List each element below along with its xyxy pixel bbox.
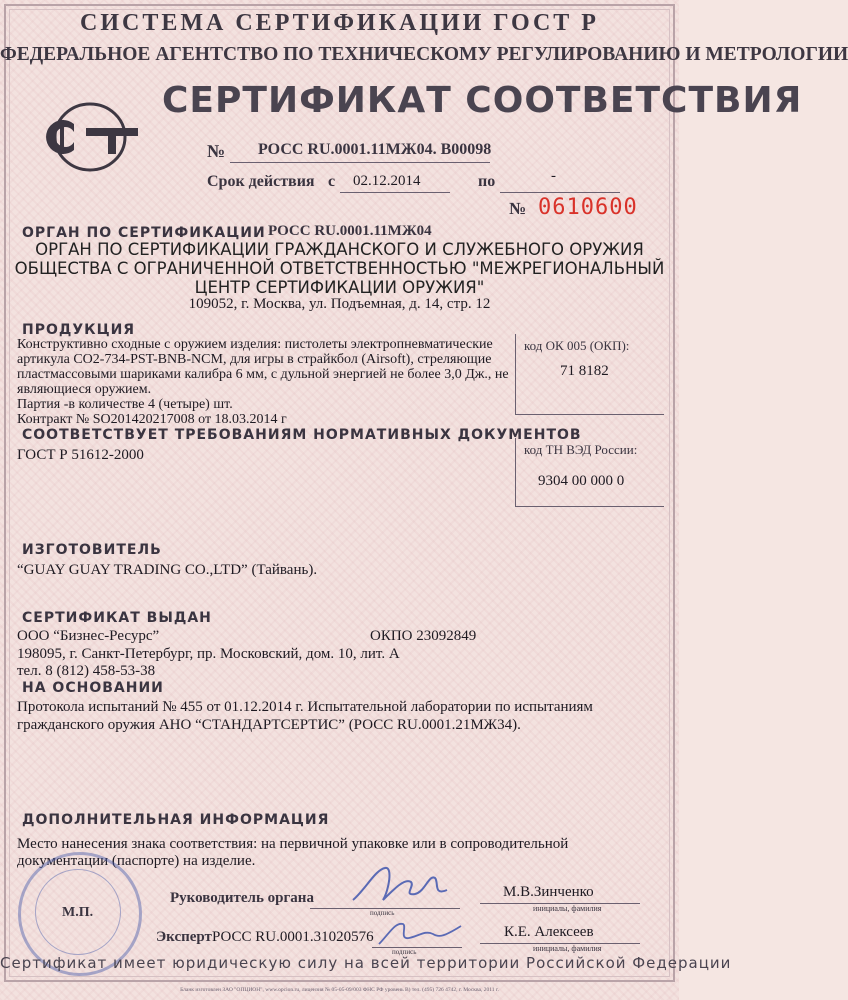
- basis-line-1: Протокола испытаний № 455 от 01.12.2014 г. Испытательной лаборатории по испытаниям: [17, 699, 593, 715]
- cert-body-name-line: ОРГАН ПО СЕРТИФИКАЦИИ ГРАЖДАНСКОГО И СЛУЖЕБНОГО ОРУЖИЯ: [35, 240, 644, 259]
- validity-to-date: -: [551, 168, 556, 184]
- from-date-line: [340, 192, 450, 193]
- expert-code: РОСС RU.0001.31020576: [212, 929, 374, 945]
- tnved-label: код ТН ВЭД России:: [524, 442, 638, 457]
- validity-footer: Сертификат имеет юридическую силу на всей территории Российской Федерации: [0, 954, 732, 972]
- number-sign: №: [207, 141, 226, 161]
- certificate-number: РОСС RU.0001.11МЖ04. В00098: [258, 141, 492, 158]
- certificate-title: СЕРТИФИКАТ СООТВЕТСТВИЯ: [162, 80, 803, 121]
- cert-body-name: [0, 240, 679, 297]
- basis-heading: НА ОСНОВАНИИ: [22, 680, 164, 696]
- issued-to-company: ООО “Бизнес-Ресурс”: [17, 628, 160, 644]
- issued-to-address: 198095, г. Санкт-Петербург, пр. Московский, дом. 10, лит. А: [17, 646, 400, 662]
- product-line: пластмассовыми шариками калибра 6 мм, с дульной энергией не более 3,0 Дж., не: [17, 367, 509, 382]
- cert-body-name-line: ЦЕНТР СЕРТИФИКАЦИИ ОРУЖИЯ": [194, 278, 485, 297]
- expert-signature: [375, 914, 465, 950]
- issued-to-heading: СЕРТИФИКАТ ВЫДАН: [22, 610, 212, 626]
- okp-value: 71 8182: [560, 363, 609, 379]
- validity-from-date: 02.12.2014: [353, 173, 421, 189]
- head-name: М.В.Зинченко: [503, 884, 594, 900]
- stamp-place-label: М.П.: [62, 905, 94, 920]
- validity-from-label: с: [328, 173, 336, 190]
- printer-note: Бланк изготовлен ЗАО "ОПЦИОН", www.opcion.ru, лицензия № 05-05-09/003 ФНС РФ уровень В) тел. (495) 726 4742, г. Москва, 2011 г.: [180, 987, 499, 993]
- product-line: Конструктивно сходные с оружием изделия: пистолеты электропневматические: [17, 337, 493, 352]
- additional-line-2: документации (паспорте) на изделие.: [17, 853, 256, 869]
- product-heading: ПРОДУКЦИЯ: [22, 322, 136, 338]
- head-signature-caption: подпись: [370, 909, 395, 917]
- expert-label: Эксперт: [156, 929, 212, 945]
- product-line: Контракт № SO201420217008 от 18.03.2014 г: [17, 412, 287, 427]
- validity-label: Срок действия: [207, 173, 315, 190]
- okp-label: код ОК 005 (ОКП):: [524, 338, 630, 353]
- product-line: являющиеся оружием.: [17, 382, 152, 397]
- expert-signature-caption: подпись: [392, 948, 417, 956]
- validity-to-label: по: [478, 173, 496, 190]
- rst-logo: [50, 102, 142, 172]
- head-name-caption: инициалы, фамилия: [533, 904, 602, 913]
- serial-number: 0610600: [538, 195, 638, 220]
- compliance-standard: ГОСТ Р 51612-2000: [17, 447, 144, 463]
- additional-heading: ДОПОЛНИТЕЛЬНАЯ ИНФОРМАЦИЯ: [22, 812, 330, 828]
- product-line: артикула СО2-734-PST-BNB-NCM, для игры в страйкбол (Airsoft), стреляющие: [17, 352, 492, 367]
- product-description: [17, 337, 509, 427]
- cert-body-code: РОСС RU.0001.11МЖ04: [268, 223, 432, 239]
- agency-title: ФЕДЕРАЛЬНОЕ АГЕНТСТВО ПО ТЕХНИЧЕСКОМУ РЕГУЛИРОВАНИЮ И МЕТРОЛОГИИ: [0, 44, 848, 65]
- expert-name: К.Е. Алексеев: [504, 924, 594, 940]
- system-title: СИСТЕМА СЕРТИФИКАЦИИ ГОСТ Р: [80, 10, 599, 36]
- issued-to-phone: тел. 8 (812) 458-53-38: [17, 663, 156, 679]
- cert-body-address: 109052, г. Москва, ул. Подъемная, д. 14, стр. 12: [188, 296, 491, 312]
- product-line: Партия -в количестве 4 (четыре) шт.: [17, 397, 233, 412]
- number-line: [230, 162, 490, 163]
- to-date-line: [500, 192, 620, 193]
- head-signature: [345, 860, 455, 910]
- expert-name-caption: инициалы, фамилия: [533, 944, 602, 953]
- tnved-value: 9304 00 000 0: [538, 473, 625, 489]
- cert-body-name-line: ОБЩЕСТВА С ОГРАНИЧЕННОЙ ОТВЕТСТВЕННОСТЬЮ "МЕЖРЕГИОНАЛЬНЫЙ: [14, 259, 665, 278]
- cert-body-heading: ОРГАН ПО СЕРТИФИКАЦИИ: [22, 225, 266, 241]
- head-label: Руководитель органа: [170, 890, 314, 906]
- basis-line-2: гражданского оружия АНО “СТАНДАРТСЕРТИС” (РОСС RU.0001.21МЖ34).: [17, 717, 521, 733]
- manufacturer-name: “GUAY GUAY TRADING CO.,LTD” (Тайвань).: [17, 562, 318, 578]
- compliance-heading: СООТВЕТСТВУЕТ ТРЕБОВАНИЯМ НОРМАТИВНЫХ ДОКУМЕНТОВ: [22, 427, 582, 443]
- additional-line-1: Место нанесения знака соответствия: на первичной упаковке или в сопроводительной: [17, 836, 569, 852]
- issued-to-okpo: ОКПО 23092849: [370, 628, 477, 644]
- manufacturer-heading: ИЗГОТОВИТЕЛЬ: [22, 542, 162, 558]
- serial-sign: №: [509, 199, 527, 218]
